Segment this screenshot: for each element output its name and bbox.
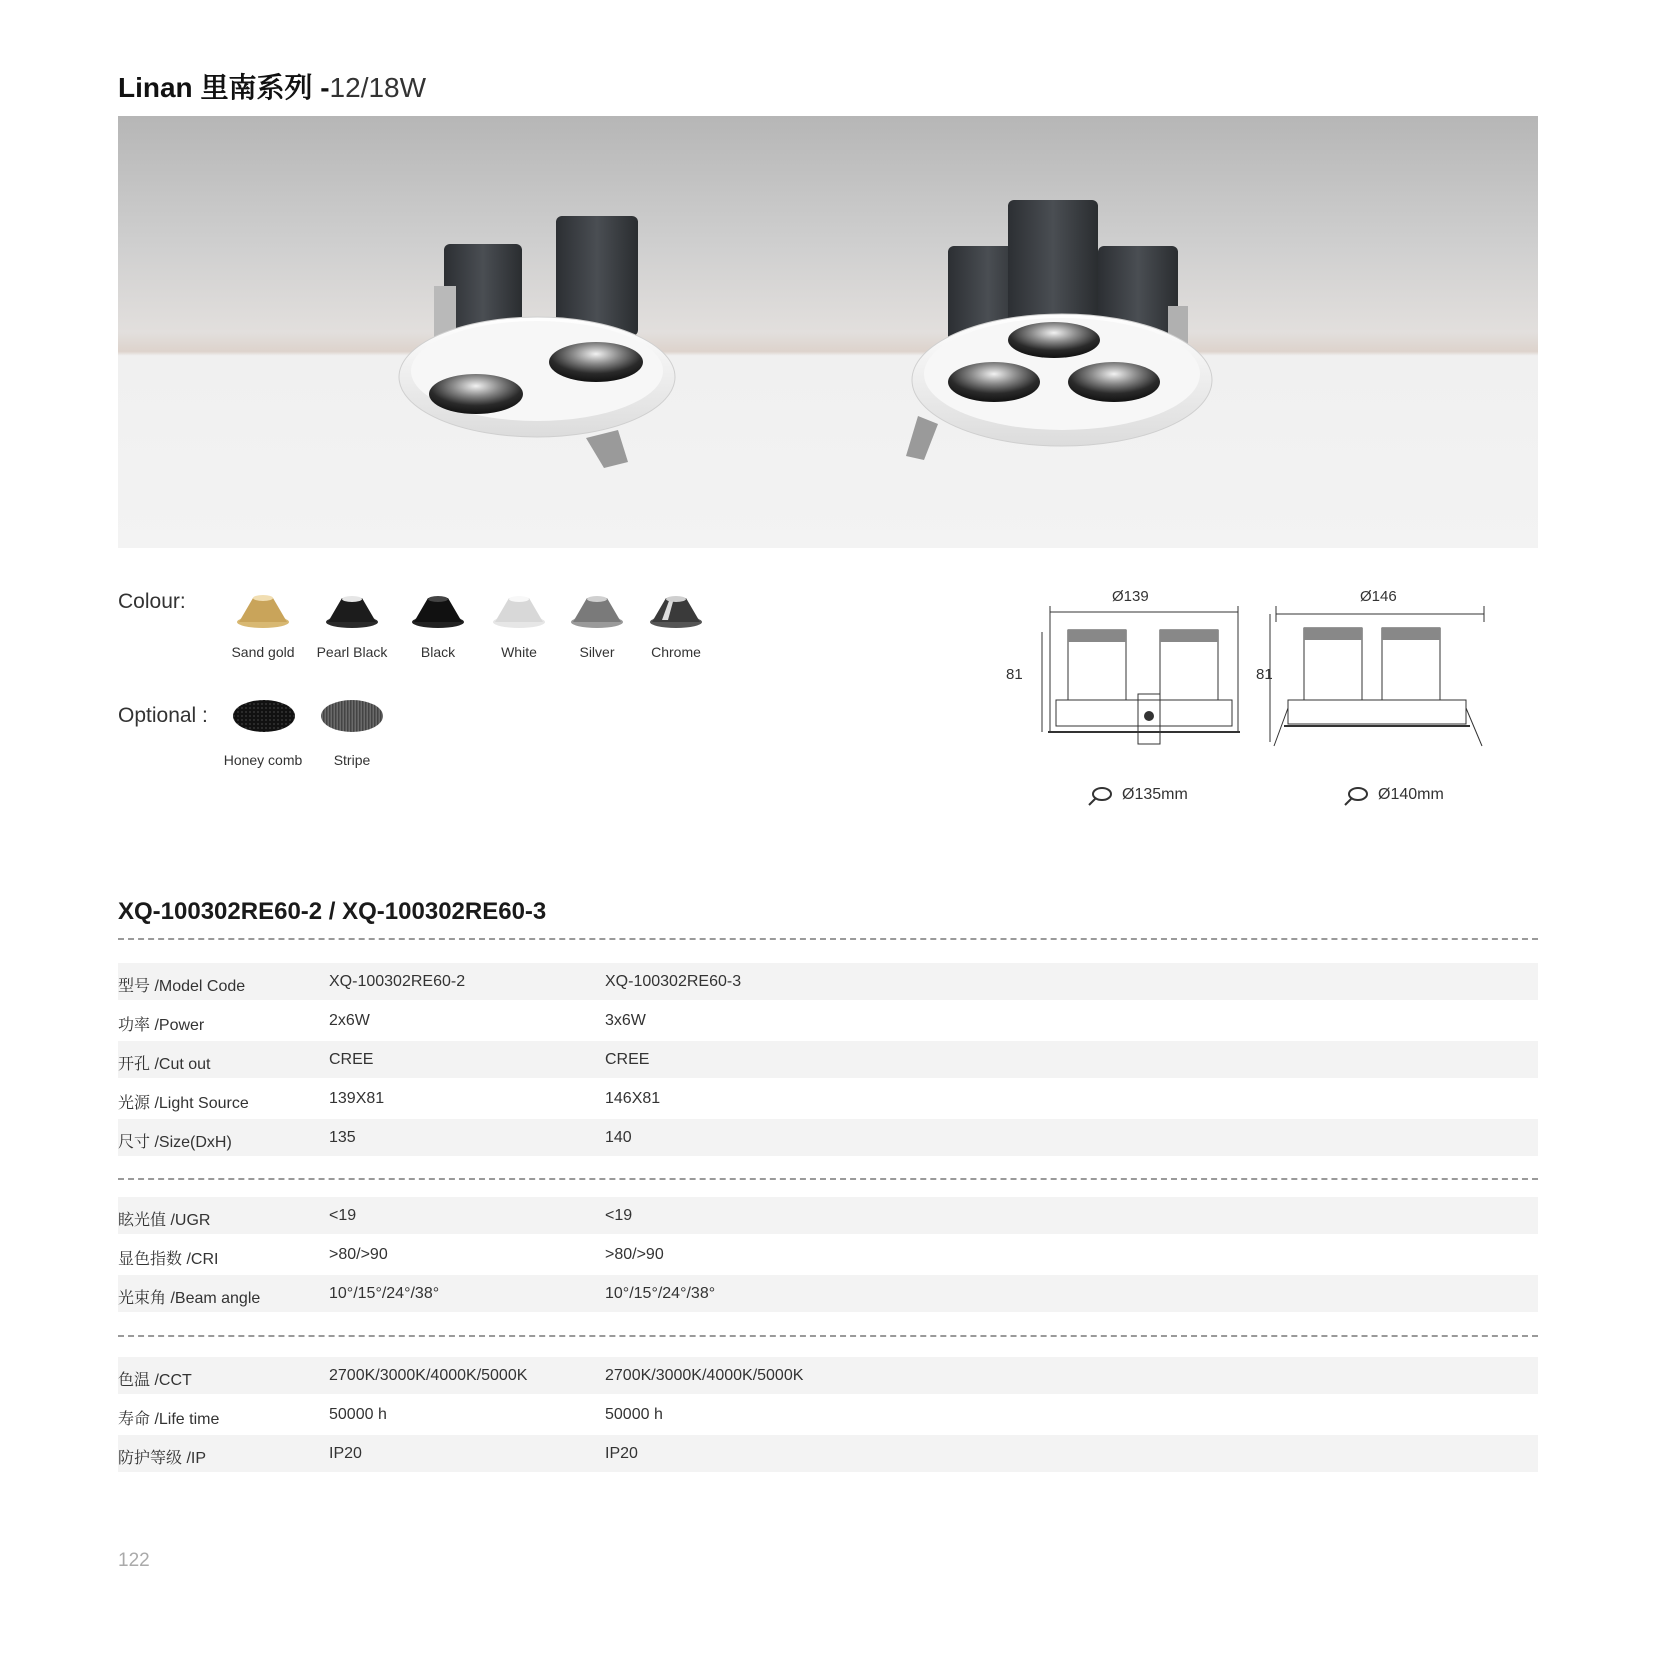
page-number: 122 xyxy=(118,1550,150,1571)
spec-value-2: >80/>90 xyxy=(605,1246,664,1263)
reflector-cup-icon xyxy=(648,590,704,630)
divider xyxy=(118,1335,1538,1337)
spec-label: 防护等级 /IP xyxy=(118,1450,207,1467)
spec-value-1: CREE xyxy=(329,1051,374,1068)
title-series: Linan 里南系列 - xyxy=(118,72,330,103)
swatch-label: Chrome xyxy=(651,644,701,660)
product-photo xyxy=(118,116,1538,548)
swatch-silver xyxy=(569,590,625,635)
spec-row xyxy=(118,1357,1538,1394)
spec-value-1: <19 xyxy=(329,1207,357,1224)
spec-row xyxy=(118,1119,1538,1156)
spec-value-2: IP20 xyxy=(605,1445,638,1462)
swatch-black xyxy=(410,590,466,635)
spec-value-1: IP20 xyxy=(329,1445,362,1462)
spec-label: 寿命 /Life time xyxy=(118,1411,220,1428)
product-photo-illustration xyxy=(118,116,1538,548)
spec-value-2: 2700K/3000K/4000K/5000K xyxy=(605,1367,804,1384)
swatch-label: Sand gold xyxy=(231,644,295,660)
spec-row xyxy=(118,1396,1538,1433)
swatch-label: White xyxy=(501,644,537,660)
spec-label: 型号 /Model Code xyxy=(118,978,246,995)
cutout-label: Ø140mm xyxy=(1378,786,1444,803)
spec-label: 眩光值 /UGR xyxy=(118,1212,211,1229)
spec-value-1: 135 xyxy=(329,1129,356,1146)
spec-value-2: <19 xyxy=(605,1207,633,1224)
spec-label: 光束角 /Beam angle xyxy=(118,1290,261,1307)
spec-label: 显色指数 /CRI xyxy=(118,1251,219,1268)
stripe-accessory-icon xyxy=(320,698,384,739)
spec-value-1: 139X81 xyxy=(329,1090,385,1107)
fixture-3-head xyxy=(906,200,1212,460)
spec-value-2: 140 xyxy=(605,1129,632,1146)
spec-value-1: 2x6W xyxy=(329,1012,370,1029)
spec-value-1: XQ-100302RE60-2 xyxy=(329,973,466,990)
reflector-cup-icon xyxy=(569,590,625,630)
spec-row xyxy=(118,963,1538,1000)
spec-row xyxy=(118,1002,1538,1039)
spec-value-2: 10°/15°/24°/38° xyxy=(605,1285,716,1302)
spec-value-1: 50000 h xyxy=(329,1406,387,1423)
swatch-chrome xyxy=(648,590,704,635)
spec-row xyxy=(118,1197,1538,1234)
swatch-label: Silver xyxy=(579,644,615,660)
spec-value-1: 2700K/3000K/4000K/5000K xyxy=(329,1367,528,1384)
height-label: 81 xyxy=(1256,666,1273,683)
swatch-label: Black xyxy=(420,644,456,660)
spec-label: 尺寸 /Size(DxH) xyxy=(118,1134,232,1151)
swatch-label: Pearl Black xyxy=(316,644,388,660)
spec-value-2: 146X81 xyxy=(605,1090,661,1107)
model-heading: XQ-100302RE60-2 / XQ-100302RE60-3 xyxy=(118,898,547,925)
swatch-pearl-black xyxy=(324,590,380,635)
fixture-2-head xyxy=(399,216,675,468)
spec-label: 开孔 /Cut out xyxy=(118,1056,211,1073)
spec-value-2: CREE xyxy=(605,1051,650,1068)
divider xyxy=(118,1178,1538,1180)
spec-value-2: 50000 h xyxy=(605,1406,663,1423)
optional-label: Optional : xyxy=(118,704,208,727)
optional-item-label: Honey comb xyxy=(223,752,303,768)
swatch-white xyxy=(491,590,547,635)
colour-label: Colour: xyxy=(118,590,186,613)
spec-row xyxy=(118,1041,1538,1078)
technical-drawing-3-head xyxy=(1254,592,1494,757)
technical-drawing-2-head xyxy=(1008,592,1248,757)
spec-label: 功率 /Power xyxy=(118,1017,205,1034)
height-label: 81 xyxy=(1006,666,1023,683)
page-title xyxy=(118,66,426,106)
cutout-icon xyxy=(1086,784,1114,813)
reflector-cup-icon xyxy=(235,590,291,630)
spec-value-1: >80/>90 xyxy=(329,1246,388,1263)
reflector-cup-icon xyxy=(410,590,466,630)
spec-value-1: 10°/15°/24°/38° xyxy=(329,1285,440,1302)
spec-value-2: 3x6W xyxy=(605,1012,646,1029)
optional-item-label: Stripe xyxy=(333,752,371,768)
spec-row xyxy=(118,1236,1538,1273)
spec-value-2: XQ-100302RE60-3 xyxy=(605,973,742,990)
divider xyxy=(118,938,1538,940)
title-wattage: 12/18W xyxy=(329,72,427,103)
diameter-label: Ø146 xyxy=(1360,588,1397,605)
spec-label: 光源 /Light Source xyxy=(118,1095,249,1112)
reflector-cup-icon xyxy=(491,590,547,630)
spec-row xyxy=(118,1080,1538,1117)
spec-row xyxy=(118,1275,1538,1312)
swatch-sand-gold xyxy=(235,590,291,635)
honeycomb-accessory-icon xyxy=(232,698,296,739)
spec-row xyxy=(118,1435,1538,1472)
cutout-label: Ø135mm xyxy=(1122,786,1188,803)
cutout-icon xyxy=(1342,784,1370,813)
diameter-label: Ø139 xyxy=(1112,588,1149,605)
reflector-cup-icon xyxy=(324,590,380,630)
spec-label: 色温 /CCT xyxy=(118,1372,192,1389)
